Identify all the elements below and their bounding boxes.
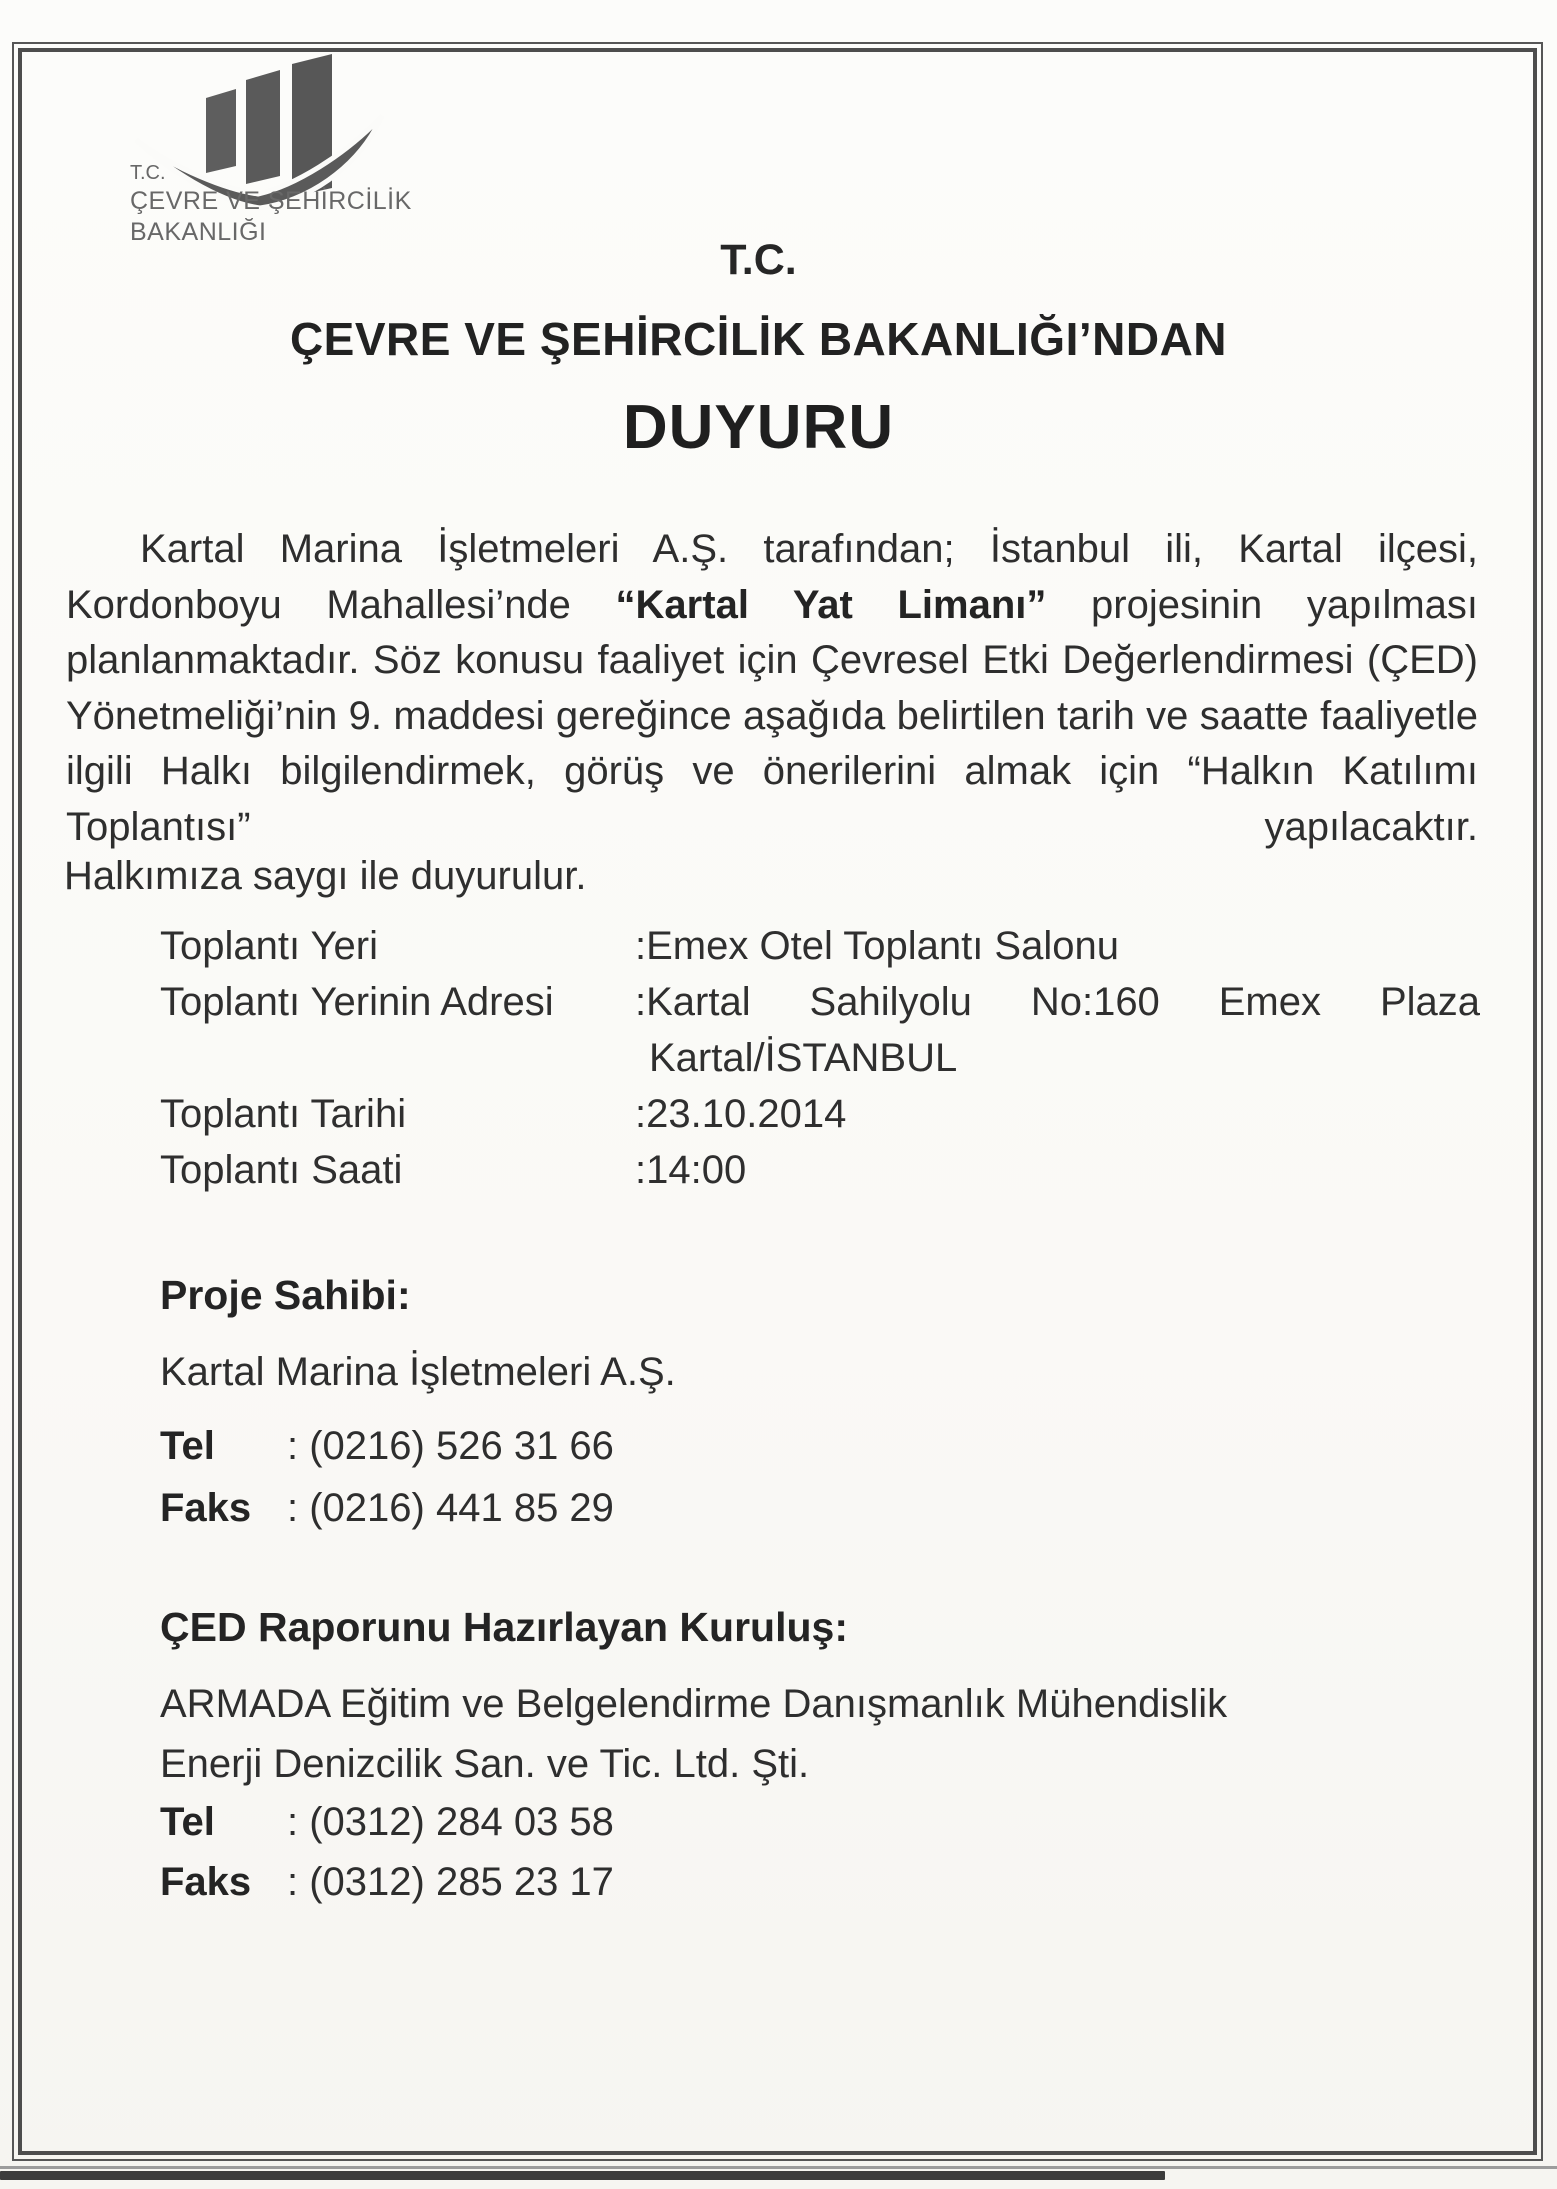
meeting-row-date: [160, 1086, 1480, 1142]
meeting-row-place: [160, 918, 1480, 974]
tel-value: : (0312) 284 03 58: [287, 1800, 614, 1844]
ced-company-tel-row: [160, 1800, 614, 1845]
ced-company-faks-row: [160, 1860, 614, 1905]
ced-company-name-line1: ARMADA Eğitim ve Belgelendirme Danışmanlık Mühendislik: [160, 1682, 1228, 1726]
tel-label: Tel: [160, 1424, 215, 1468]
salutation: Halkımıza saygı ile duyurulur.: [64, 854, 587, 898]
meeting-label: Toplantı Saati: [160, 1148, 403, 1192]
faks-label: Faks: [160, 1860, 252, 1904]
tel-label: Tel: [160, 1800, 215, 1844]
meeting-address-line2: Kartal/İSTANBUL: [649, 1036, 958, 1080]
project-owner-heading: Proje Sahibi:: [160, 1272, 411, 1318]
scan-artifact-line: [0, 2166, 1557, 2169]
logo-caption-tc: T.C.: [130, 162, 166, 184]
meeting-value: :Emex Otel Toplantı Salonu: [635, 924, 1119, 968]
project-name-bold: “Kartal Yat Limanı”: [615, 582, 1047, 627]
meeting-value: :14:00: [635, 1148, 747, 1192]
doc-title: DUYURU: [622, 393, 895, 462]
project-owner-faks-row: [160, 1486, 614, 1531]
meeting-label: Toplantı Yerinin Adresi: [160, 980, 554, 1024]
faks-value: : (0216) 441 85 29: [287, 1486, 614, 1530]
meeting-value: :23.10.2014: [635, 1092, 847, 1136]
paragraph-lead: Kartal Marina İşletmeleri A.Ş. tarafından; İstanbul ili, Kartal ilçesi, Kordonboyu Mahallesi’nde: [66, 527, 1478, 627]
ced-company-heading: ÇED Raporunu Hazırlayan Kuruluş:: [160, 1604, 848, 1650]
faks-value: : (0312) 285 23 17: [287, 1860, 614, 1904]
faks-label: Faks: [160, 1486, 252, 1530]
logo-caption: [130, 160, 412, 248]
meeting-label: Toplantı Yeri: [160, 924, 378, 968]
meeting-value: [635, 974, 1480, 1086]
paragraph-rest: projesinin yapılması planlanmaktadır. Söz konusu faaliyet için Çevresel Etki Değerlendirmesi (ÇED) Yönetmeliği’nin 9. maddesi gereğince aşağıda belirtilen tarih ve saatte faaliyetle ilgili Halkı bilgilendirmek, görüş ve önerilerini almak için “Halkın Katılımı Toplantısı” yapılacaktır.: [66, 582, 1479, 849]
meeting-details: [160, 918, 1480, 1198]
doc-header-ministry: ÇEVRE VE ŞEHİRCİLİK BAKANLIĞI’NDAN: [289, 313, 1228, 365]
meeting-row-time: [160, 1142, 1480, 1198]
tel-value: : (0216) 526 31 66: [287, 1424, 614, 1468]
meeting-row-address: [160, 974, 1480, 1086]
doc-header-tc: T.C.: [720, 236, 797, 284]
logo-caption-line1: ÇEVRE VE ŞEHİRCİLİK: [130, 187, 412, 215]
body-paragraph: [66, 522, 1478, 855]
project-owner-tel-row: [160, 1424, 614, 1469]
logo-caption-line2: BAKANLIĞI: [130, 218, 267, 246]
scan-artifact-band: [0, 2171, 1165, 2180]
meeting-label: Toplantı Tarihi: [160, 1092, 407, 1136]
ced-company-name-line2: Enerji Denizcilik San. ve Tic. Ltd. Şti.: [160, 1742, 810, 1786]
meeting-address-line1: :Kartal Sahilyolu No:160 Emex Plaza: [635, 980, 1480, 1024]
project-owner-name: Kartal Marina İşletmeleri A.Ş.: [160, 1350, 676, 1394]
